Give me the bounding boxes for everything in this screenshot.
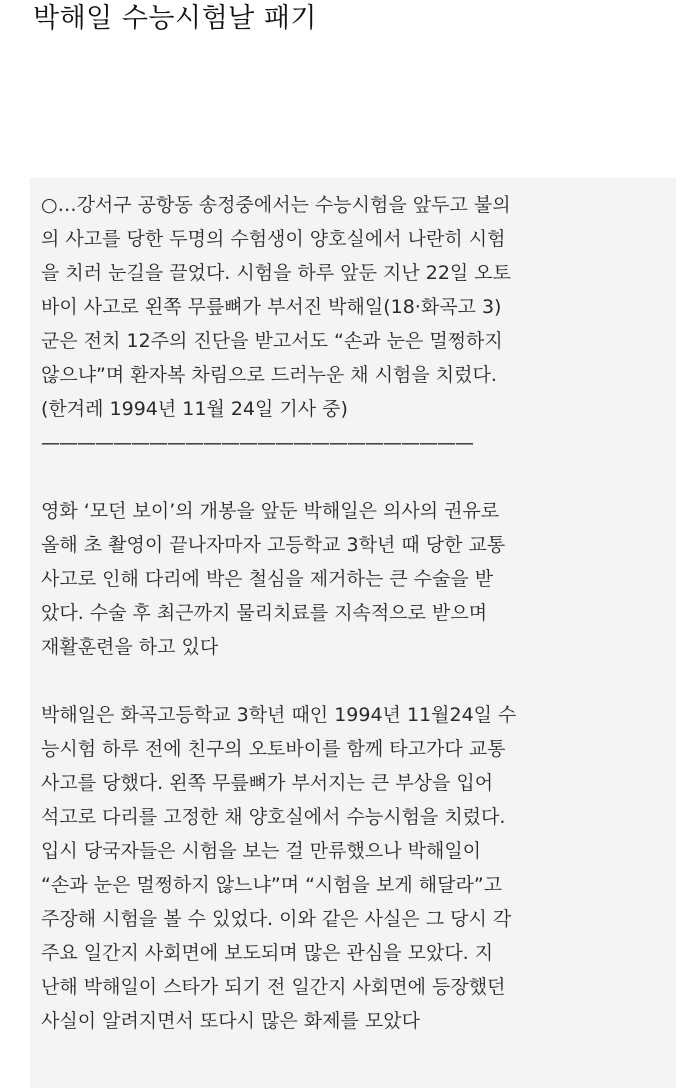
paragraph-line: 능시험 하루 전에 친구의 오토바이를 함께 타고가다 교통: [41, 738, 506, 760]
quote-line: 않으냐”며 환자복 차림으로 드러누운 채 시험을 치렀다.: [41, 364, 497, 386]
paragraph-line: 석고로 다리를 고정한 채 양호실에서 수능시험을 치렀다.: [41, 806, 506, 828]
paragraph-2: [41, 698, 666, 1038]
quote-line: 의 사고를 당한 두명의 수험생이 양호실에서 나란히 시험: [41, 228, 506, 250]
paragraph-line: 주요 일간지 사회면에 보도되며 많은 관심을 모았다. 지: [41, 942, 494, 964]
quote-line: (한겨레 1994년 11월 24일 기사 중): [41, 398, 348, 420]
paragraph-line: 박해일은 화곡고등학교 3학년 때인 1994년 11월24일 수: [41, 704, 517, 726]
separator-line: ————————————————————————: [41, 432, 473, 454]
paragraph-line: 올해 초 촬영이 끝나자마자 고등학교 3학년 때 당한 교통: [41, 534, 506, 556]
paragraph-line: 입시 당국자들은 시험을 보는 걸 만류했으나 박해일이: [41, 840, 482, 862]
paragraph-line: 영화 ‘모던 보이’의 개봉을 앞둔 박해일은 의사의 권유로: [41, 500, 500, 522]
paragraph-line: 주장해 시험을 볼 수 있었다. 이와 같은 사실은 그 당시 각: [41, 908, 512, 930]
news-quote: [41, 188, 666, 460]
article-body: [30, 178, 676, 1088]
paragraph-line: 사실이 알려지면서 또다시 많은 화제를 모았다: [41, 1010, 420, 1032]
paragraph-line: 사고로 인해 다리에 박은 철심을 제거하는 큰 수술을 받: [41, 568, 494, 590]
quote-line: 바이 사고로 왼쪽 무릎뼈가 부서진 박해일(18·화곡고 3): [41, 296, 502, 318]
paragraph-gap: [41, 664, 666, 698]
paragraph-line: 재활훈련을 하고 있다: [41, 636, 219, 658]
quote-line: ○…강서구 공항동 송정중에서는 수능시험을 앞두고 불의: [41, 194, 511, 216]
paragraph-line: 난해 박해일이 스타가 되기 전 일간지 사회면에 등장했던: [41, 976, 506, 998]
quote-line: 을 치러 눈길을 끌었다. 시험을 하루 앞둔 지난 22일 오토: [41, 262, 512, 284]
paragraph-line: “손과 눈은 멀쩡하지 않느냐”며 “시험을 보게 해달라”고: [41, 874, 503, 896]
paragraph-line: 았다. 수술 후 최근까지 물리치료를 지속적으로 받으며: [41, 602, 488, 624]
paragraph-line: 사고를 당했다. 왼쪽 무릎뼈가 부서지는 큰 부상을 입어: [41, 772, 494, 794]
paragraph-gap: [41, 460, 666, 494]
page-title: 박해일 수능시험날 패기: [33, 3, 317, 34]
paragraph-1: [41, 494, 666, 664]
quote-line: 군은 전치 12주의 진단을 받고서도 “손과 눈은 멀쩡하지: [41, 330, 503, 352]
